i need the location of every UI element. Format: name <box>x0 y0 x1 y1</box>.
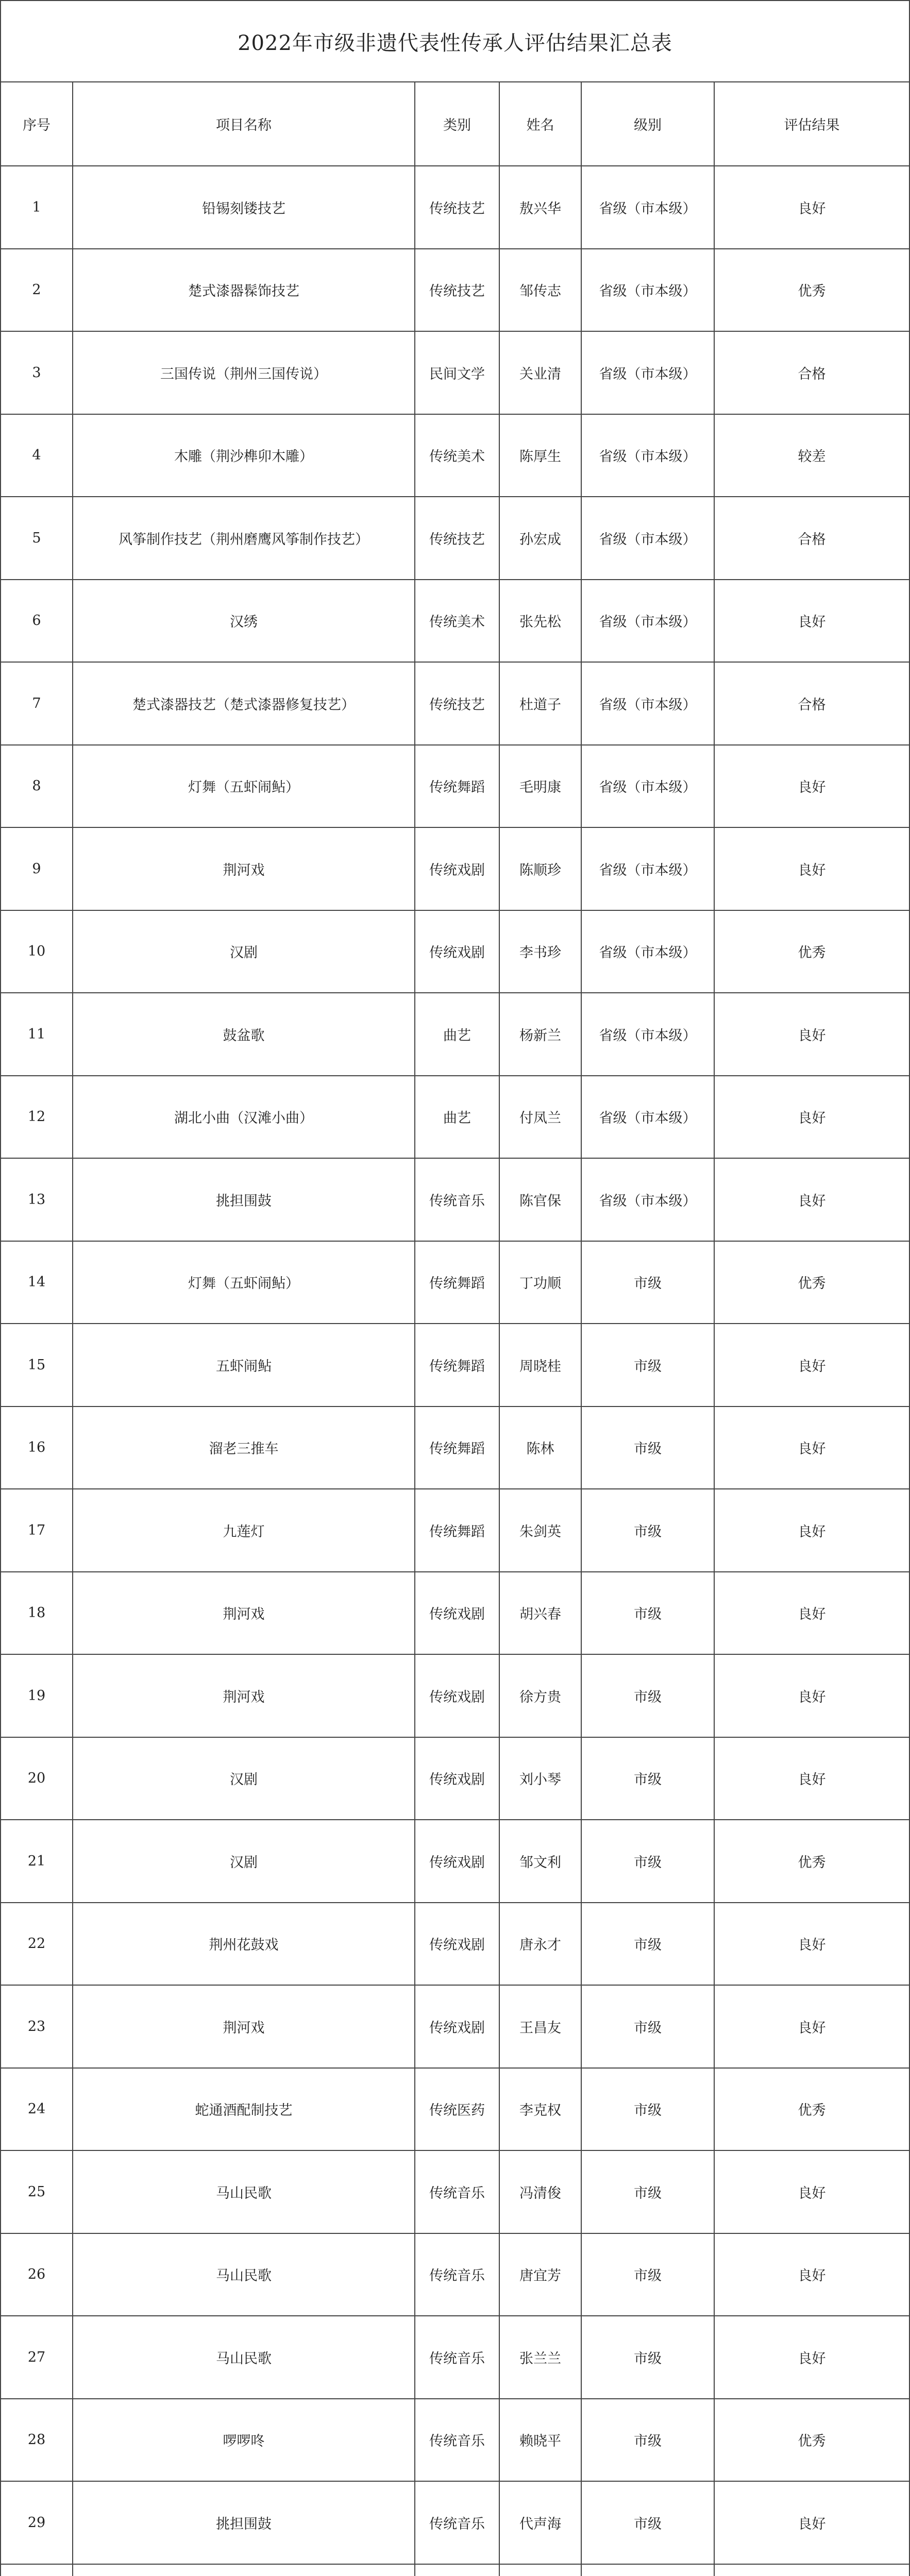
cell-project: 挑担围鼓 <box>73 1158 415 1241</box>
cell-result: 较差 <box>714 414 909 497</box>
table-row <box>1 331 909 414</box>
cell-category: 传统舞蹈 <box>415 1489 499 1572</box>
cell-name: 敖兴华 <box>499 166 581 249</box>
cell-category: 传统舞蹈 <box>415 1406 499 1489</box>
cell-category: 传统技艺 <box>415 166 499 249</box>
table-row <box>1 580 909 663</box>
cell-level: 市级 <box>581 1820 714 1903</box>
cell-no: 23 <box>1 1985 73 2068</box>
cell-category: 传统音乐 <box>415 2150 499 2233</box>
cell-result: 合格 <box>714 331 909 414</box>
cell-name: 邹传志 <box>499 249 581 332</box>
table-row <box>1 1985 909 2068</box>
cell-result: 良好 <box>714 1406 909 1489</box>
table-row <box>1 2399 909 2482</box>
table-row <box>1 2068 909 2151</box>
cell-result: 良好 <box>714 1324 909 1406</box>
cell-name: 陈官保 <box>499 1158 581 1241</box>
cell-result: 良好 <box>714 2150 909 2233</box>
cell-name: 付凤兰 <box>499 1076 581 1159</box>
cell-category: 曲艺 <box>415 993 499 1076</box>
cell-category: 传统医药 <box>415 2068 499 2151</box>
cell-result: 良好 <box>714 1903 909 1986</box>
cell-no: 24 <box>1 2068 73 2151</box>
cell-level: 省级（市本级） <box>581 827 714 910</box>
cell-category: 传统戏剧 <box>415 1572 499 1655</box>
cell-name: 胡兴春 <box>499 1572 581 1655</box>
cell-result <box>714 2564 909 2576</box>
cell-name: 张兰兰 <box>499 2316 581 2399</box>
cell-result: 优秀 <box>714 2068 909 2151</box>
cell-project: 荆河戏 <box>73 1985 415 2068</box>
cell-name: 冯清俊 <box>499 2150 581 2233</box>
cell-result: 良好 <box>714 2316 909 2399</box>
cell-level: 市级 <box>581 1985 714 2068</box>
cell-name: 张先松 <box>499 580 581 663</box>
cell-level: 市级 <box>581 2316 714 2399</box>
cell-name: 李克权 <box>499 2068 581 2151</box>
cell-result: 优秀 <box>714 1820 909 1903</box>
cell-name: 陈厚生 <box>499 414 581 497</box>
cell-result: 良好 <box>714 1737 909 1820</box>
cell-no: 15 <box>1 1324 73 1406</box>
cell-project: 挑担围鼓 <box>73 2481 415 2564</box>
cell-project: 荆河戏 <box>73 1572 415 1655</box>
cell-name: 唐宜芳 <box>499 2233 581 2316</box>
cell-result: 良好 <box>714 1158 909 1241</box>
cell-no: 18 <box>1 1572 73 1655</box>
header-level: 级别 <box>581 82 714 166</box>
table-row <box>1 414 909 497</box>
table-row <box>1 1489 909 1572</box>
cell-no: 26 <box>1 2233 73 2316</box>
cell-no: 5 <box>1 497 73 580</box>
cell-result: 优秀 <box>714 910 909 993</box>
cell-no: 9 <box>1 827 73 910</box>
cell-category: 传统音乐 <box>415 2481 499 2564</box>
cell-name: 刘小琴 <box>499 1737 581 1820</box>
cell-no: 8 <box>1 745 73 828</box>
cell-name: 邹文利 <box>499 1820 581 1903</box>
cell-result: 良好 <box>714 1654 909 1737</box>
cell-no: 17 <box>1 1489 73 1572</box>
cell-no: 19 <box>1 1654 73 1737</box>
cell-project: 马山民歌 <box>73 2233 415 2316</box>
cell-level: 市级 <box>581 1572 714 1655</box>
cell-no <box>1 2564 73 2576</box>
cell-level: 省级（市本级） <box>581 993 714 1076</box>
cell-level: 省级（市本级） <box>581 1076 714 1159</box>
cell-name: 唐永才 <box>499 1903 581 1986</box>
table-row <box>1 1241 909 1324</box>
cell-category <box>415 2564 499 2576</box>
cell-no: 3 <box>1 331 73 414</box>
cell-name: 关业清 <box>499 331 581 414</box>
cell-project: 汉绣 <box>73 580 415 663</box>
cell-no: 12 <box>1 1076 73 1159</box>
cell-no: 16 <box>1 1406 73 1489</box>
cell-result: 优秀 <box>714 2399 909 2482</box>
table-row <box>1 910 909 993</box>
cell-no: 25 <box>1 2150 73 2233</box>
cell-level: 省级（市本级） <box>581 580 714 663</box>
cell-name: 毛明康 <box>499 745 581 828</box>
cell-no: 7 <box>1 662 73 745</box>
table-row <box>1 1158 909 1241</box>
evaluation-table <box>1 82 909 2576</box>
table-row <box>1 827 909 910</box>
table-row <box>1 1820 909 1903</box>
cell-project: 风筝制作技艺（荆州磨鹰风筝制作技艺） <box>73 497 415 580</box>
cell-level: 市级 <box>581 1654 714 1737</box>
cell-name: 杨新兰 <box>499 993 581 1076</box>
cell-name: 赖晓平 <box>499 2399 581 2482</box>
cell-level: 市级 <box>581 2068 714 2151</box>
cell-project: 汉剧 <box>73 910 415 993</box>
cell-project: 荆河戏 <box>73 1654 415 1737</box>
cell-project: 马山民歌 <box>73 2316 415 2399</box>
cell-category: 传统戏剧 <box>415 1903 499 1986</box>
cell-category: 传统音乐 <box>415 2233 499 2316</box>
table-row <box>1 2481 909 2564</box>
cell-no: 29 <box>1 2481 73 2564</box>
table-row <box>1 166 909 249</box>
table-row <box>1 1654 909 1737</box>
cell-category: 传统技艺 <box>415 497 499 580</box>
cell-level: 省级（市本级） <box>581 910 714 993</box>
cell-level: 市级 <box>581 1324 714 1406</box>
cell-level: 市级 <box>581 2481 714 2564</box>
cell-project: 荆河戏 <box>73 827 415 910</box>
cell-project: 铅锡刻镂技艺 <box>73 166 415 249</box>
cell-category: 传统舞蹈 <box>415 745 499 828</box>
cell-category: 传统美术 <box>415 580 499 663</box>
cell-result: 良好 <box>714 2233 909 2316</box>
cell-result: 良好 <box>714 1572 909 1655</box>
header-category: 类别 <box>415 82 499 166</box>
table-row <box>1 993 909 1076</box>
cell-category: 传统戏剧 <box>415 910 499 993</box>
cell-level: 省级（市本级） <box>581 1158 714 1241</box>
cell-name: 周晓桂 <box>499 1324 581 1406</box>
cell-category: 传统音乐 <box>415 2399 499 2482</box>
cell-project: 荆州花鼓戏 <box>73 1903 415 1986</box>
cell-name: 朱剑英 <box>499 1489 581 1572</box>
table-row <box>1 2233 909 2316</box>
cell-name: 陈林 <box>499 1406 581 1489</box>
cell-name: 杜道子 <box>499 662 581 745</box>
cell-result: 优秀 <box>714 249 909 332</box>
cell-level: 市级 <box>581 1737 714 1820</box>
cell-name: 代声海 <box>499 2481 581 2564</box>
cell-level: 省级（市本级） <box>581 249 714 332</box>
cell-category: 传统技艺 <box>415 249 499 332</box>
cell-project: 五虾闹鲇 <box>73 1324 415 1406</box>
cell-result: 优秀 <box>714 1241 909 1324</box>
cell-level: 市级 <box>581 1489 714 1572</box>
table-row <box>1 2564 909 2576</box>
cell-level: 市级 <box>581 1406 714 1489</box>
table-body <box>1 166 909 2576</box>
title-row <box>1 0 909 82</box>
cell-result: 合格 <box>714 662 909 745</box>
table-row <box>1 662 909 745</box>
cell-project: 汉剧 <box>73 1820 415 1903</box>
header-no: 序号 <box>1 82 73 166</box>
table-row <box>1 1737 909 1820</box>
cell-name: 丁功顺 <box>499 1241 581 1324</box>
cell-level: 省级（市本级） <box>581 497 714 580</box>
page-title: 2022年市级非遗代表性传承人评估结果汇总表 <box>238 31 672 55</box>
cell-result: 良好 <box>714 827 909 910</box>
cell-project: 汉剧 <box>73 1737 415 1820</box>
cell-result: 良好 <box>714 1489 909 1572</box>
table-row <box>1 1324 909 1406</box>
cell-no: 4 <box>1 414 73 497</box>
cell-level: 市级 <box>581 2150 714 2233</box>
header-result: 评估结果 <box>714 82 909 166</box>
table-row <box>1 745 909 828</box>
cell-category: 传统戏剧 <box>415 1654 499 1737</box>
cell-no: 28 <box>1 2399 73 2482</box>
cell-project <box>73 2564 415 2576</box>
cell-no: 27 <box>1 2316 73 2399</box>
cell-project: 灯舞（五虾闹鲇） <box>73 745 415 828</box>
cell-no: 22 <box>1 1903 73 1986</box>
header-project: 项目名称 <box>73 82 415 166</box>
cell-no: 2 <box>1 249 73 332</box>
cell-level: 市级 <box>581 1241 714 1324</box>
table-row <box>1 2316 909 2399</box>
cell-level: 市级 <box>581 1903 714 1986</box>
cell-project: 灯舞（五虾闹鲇） <box>73 1241 415 1324</box>
table-row <box>1 1903 909 1986</box>
cell-category: 传统美术 <box>415 414 499 497</box>
cell-project: 楚式漆器髹饰技艺 <box>73 249 415 332</box>
cell-level: 省级（市本级） <box>581 166 714 249</box>
cell-category: 传统戏剧 <box>415 1737 499 1820</box>
cell-no: 13 <box>1 1158 73 1241</box>
cell-no: 21 <box>1 1820 73 1903</box>
cell-project: 鼓盆歌 <box>73 993 415 1076</box>
cell-project: 三国传说（荆州三国传说） <box>73 331 415 414</box>
cell-no: 11 <box>1 993 73 1076</box>
cell-name: 李书珍 <box>499 910 581 993</box>
cell-project: 木雕（荆沙榫卯木雕） <box>73 414 415 497</box>
table-row <box>1 497 909 580</box>
cell-level: 市级 <box>581 2233 714 2316</box>
cell-result: 良好 <box>714 166 909 249</box>
table-row <box>1 1572 909 1655</box>
cell-category: 曲艺 <box>415 1076 499 1159</box>
cell-project: 溜老三推车 <box>73 1406 415 1489</box>
cell-result: 合格 <box>714 497 909 580</box>
cell-level: 省级（市本级） <box>581 331 714 414</box>
cell-name: 王昌友 <box>499 1985 581 2068</box>
cell-name: 孙宏成 <box>499 497 581 580</box>
cell-category: 传统音乐 <box>415 1158 499 1241</box>
cell-no: 6 <box>1 580 73 663</box>
table-row <box>1 1076 909 1159</box>
cell-category: 传统戏剧 <box>415 827 499 910</box>
cell-level: 省级（市本级） <box>581 745 714 828</box>
cell-no: 14 <box>1 1241 73 1324</box>
cell-level: 省级（市本级） <box>581 662 714 745</box>
cell-category: 传统舞蹈 <box>415 1241 499 1324</box>
cell-result: 良好 <box>714 1076 909 1159</box>
cell-project: 楚式漆器技艺（楚式漆器修复技艺） <box>73 662 415 745</box>
cell-name: 陈顺珍 <box>499 827 581 910</box>
cell-result: 良好 <box>714 580 909 663</box>
cell-category: 传统舞蹈 <box>415 1324 499 1406</box>
cell-category: 传统戏剧 <box>415 1985 499 2068</box>
cell-project: 九莲灯 <box>73 1489 415 1572</box>
cell-result: 良好 <box>714 745 909 828</box>
cell-result: 良好 <box>714 993 909 1076</box>
cell-name: 徐方贵 <box>499 1654 581 1737</box>
cell-project: 湖北小曲（汉滩小曲） <box>73 1076 415 1159</box>
table-row <box>1 1406 909 1489</box>
cell-result: 良好 <box>714 2481 909 2564</box>
cell-no: 1 <box>1 166 73 249</box>
table-row <box>1 2150 909 2233</box>
cell-category: 传统技艺 <box>415 662 499 745</box>
table-row <box>1 249 909 332</box>
cell-project: 蛇通酒配制技艺 <box>73 2068 415 2151</box>
cell-category: 传统音乐 <box>415 2316 499 2399</box>
cell-name <box>499 2564 581 2576</box>
cell-result: 良好 <box>714 1985 909 2068</box>
cell-no: 20 <box>1 1737 73 1820</box>
cell-project: 啰啰咚 <box>73 2399 415 2482</box>
cell-level: 市级 <box>581 2399 714 2482</box>
cell-no: 10 <box>1 910 73 993</box>
table-header-row <box>1 82 909 166</box>
cell-category: 民间文学 <box>415 331 499 414</box>
header-name: 姓名 <box>499 82 581 166</box>
cell-category: 传统戏剧 <box>415 1820 499 1903</box>
cell-project: 马山民歌 <box>73 2150 415 2233</box>
cell-level: 省级（市本级） <box>581 414 714 497</box>
cell-level <box>581 2564 714 2576</box>
